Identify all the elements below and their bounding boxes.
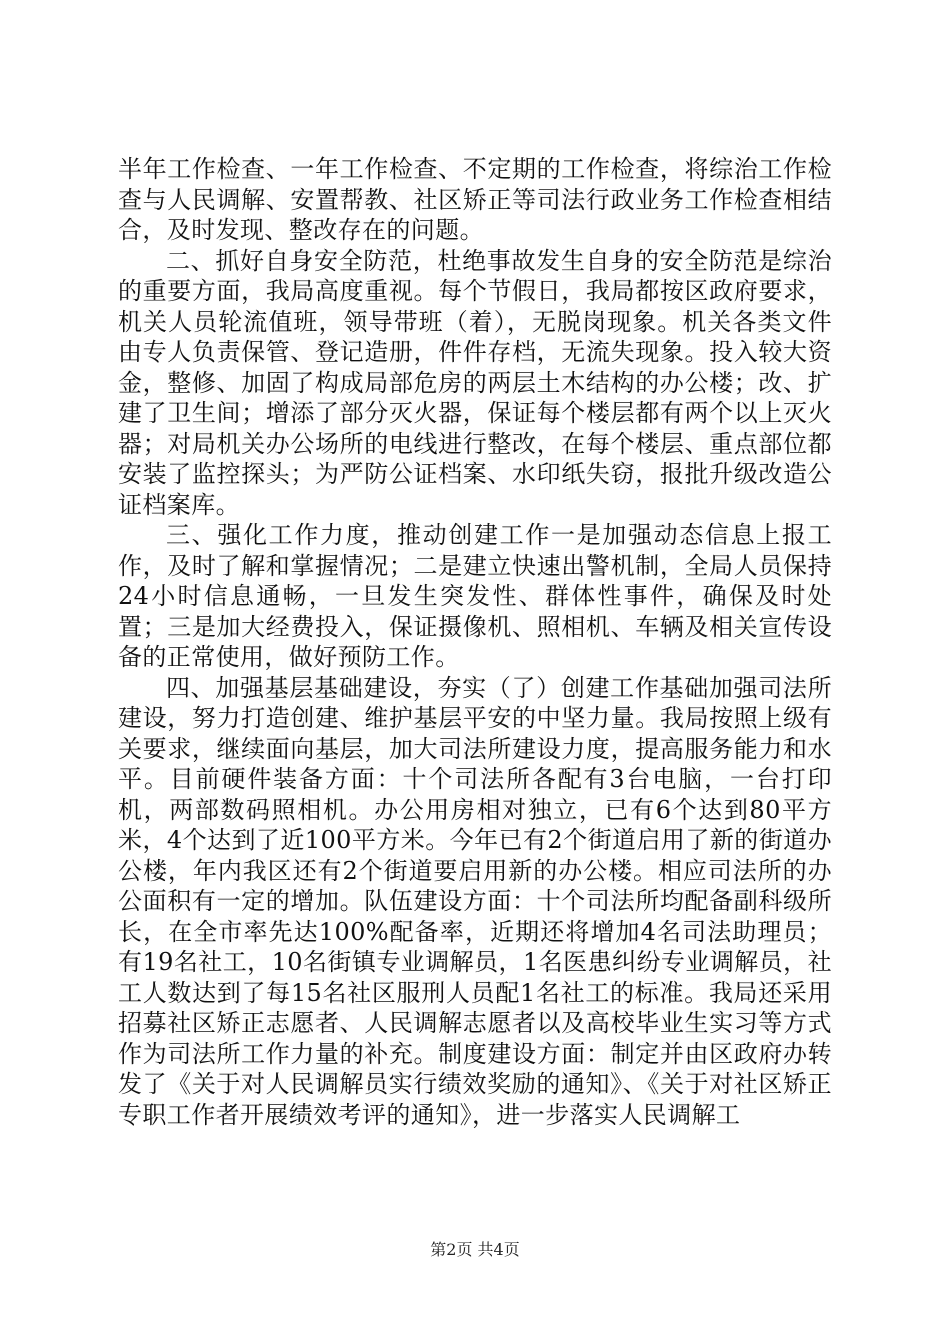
paragraph-grassroots-construction: 四、加强基层基础建设，夯实（了）创建工作基础加强司法所建设，努力打造创建、维护基层平安的中坚力量。我局按照上级有关要求，继续面向基层，加大司法所建设力度，提高服务能力和水平。目前硬件装备方面：十个司法所各配有3台电脑，一台打印机，两部数码照相机。办公用房相对独立，已有6个达到80平方米，4个达到了近100平方米。今年已有2个街道启用了新的街道办公楼，年内我区还有2个街道要启用新的办公楼。相应司法所的办公面积有一定的增加。队伍建设方面：十个司法所均配备副科级所长，在全市率先达100%配备率，近期还将增加4名司法助理员；有19名社工，10名街镇专业调解员，1名医患纠纷专业调解员，社工人数达到了每15名社区服刑人员配1名社工的标准。我局还采用招募社区矫正志愿者、人民调解志愿者以及高校毕业生实习等方式作为司法所工作力量的补充。制度建设方面：制定并由区政府办转发了《关于对人民调解员实行绩效奖励的通知》、《关于对社区矫正专职工作者开展绩效考评的通知》，进一步落实人民调解工 — [118, 673, 832, 1129]
document-body — [118, 154, 832, 1130]
paragraph-work-intensity: 三、强化工作力度，推动创建工作一是加强动态信息上报工作，及时了解和掌握情况；二是建立快速出警机制，全局人员保持24小时信息通畅，一旦发生突发性、群体性事件，确保及时处置；三是加大经费投入，保证摄像机、照相机、车辆及相关宣传设备的正常使用，做好预防工作。 — [118, 521, 832, 671]
paragraph-safety-prevention: 二、抓好自身安全防范，杜绝事故发生自身的安全防范是综治的重要方面，我局高度重视。每个节假日，我局都按区政府要求，机关人员轮流值班，领导带班（着），无脱岗现象。机关各类文件由专人负责保管、登记造册，件件存档，无流失现象。投入较大资金，整修、加固了构成局部危房的两层土木结构的办公楼；改、扩建了卫生间；增添了部分灭火器，保证每个楼层都有两个以上灭火器；对局机关办公场所的电线进行整改，在每个楼层、重点部位都安装了监控探头；为严防公证档案、水印纸失窃，报批升级改造公证档案库。 — [118, 246, 832, 519]
page-footer: 第2页 共4页 — [430, 1240, 520, 1259]
paragraph-continued: 半年工作检查、一年工作检查、不定期的工作检查，将综治工作检查与人民调解、安置帮教、社区矫正等司法行政业务工作检查相结合，及时发现、整改存在的问题。 — [118, 155, 832, 244]
